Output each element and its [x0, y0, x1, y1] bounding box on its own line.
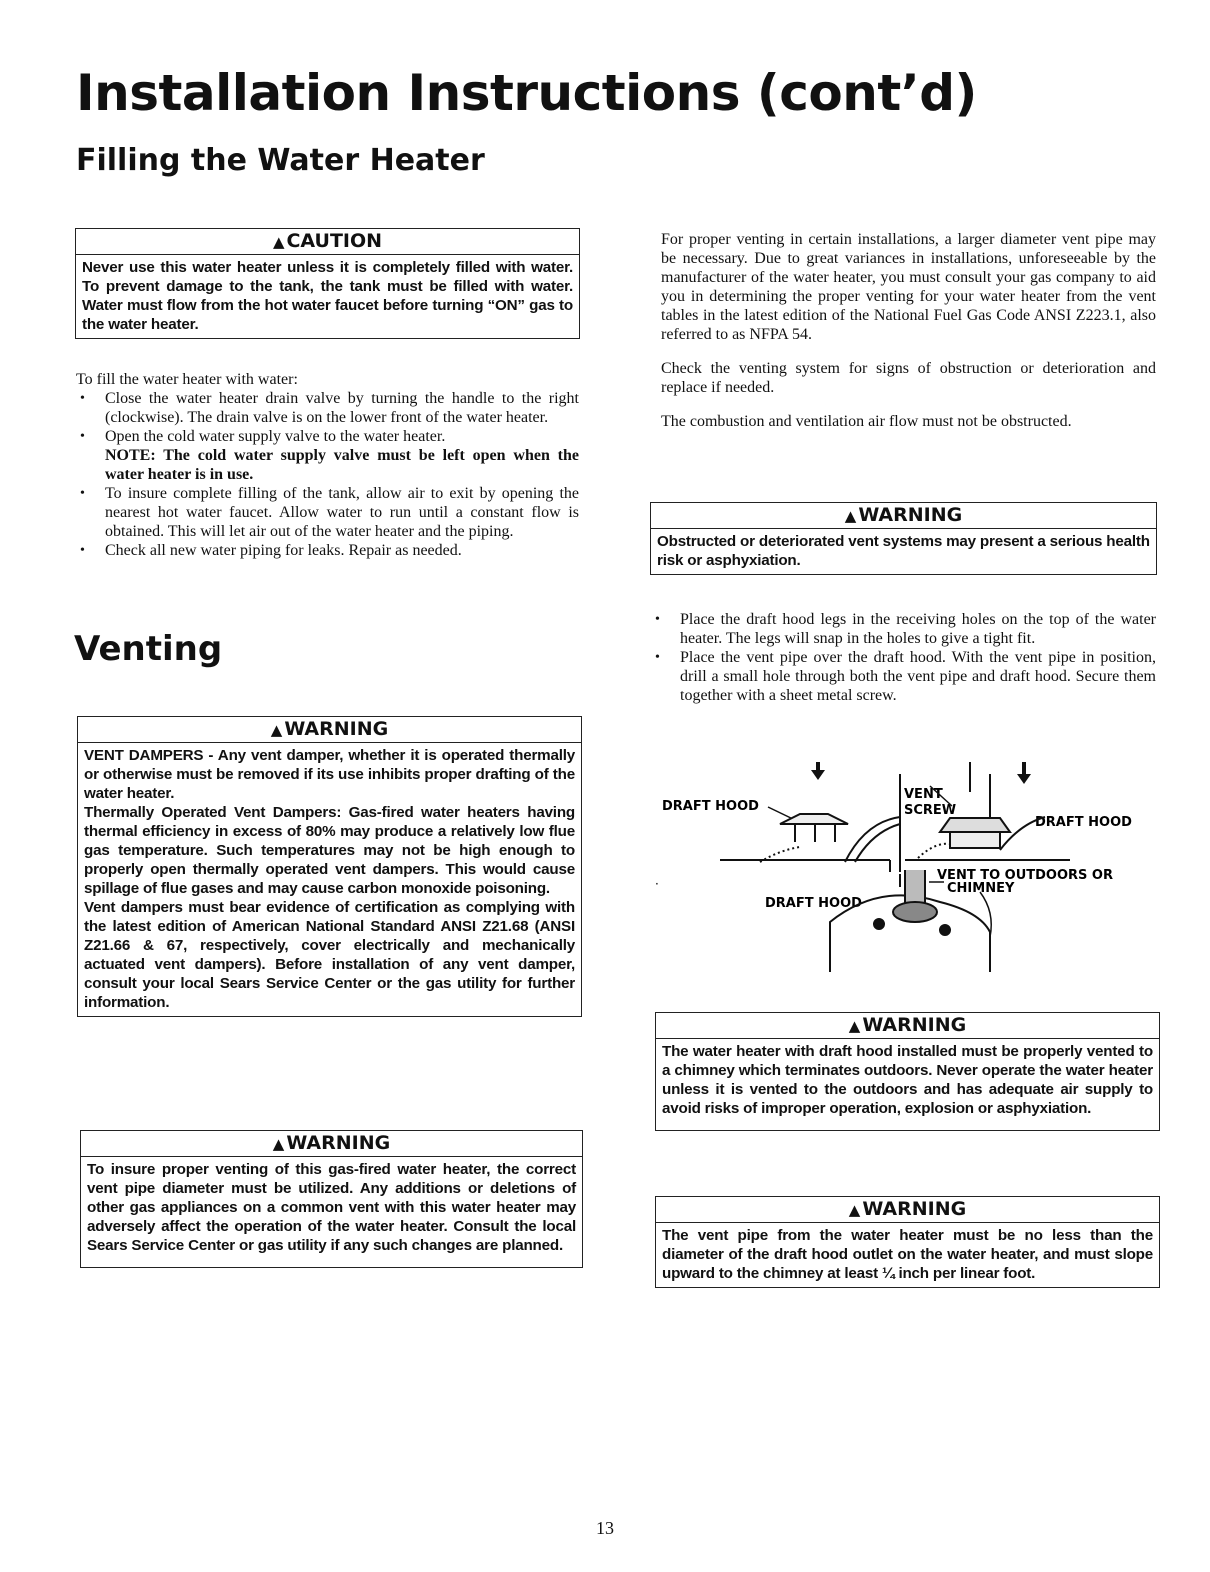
paragraph: Check the venting system for signs of obstruction or deterioration and replace if needed. [661, 360, 1156, 396]
caution-text: Never use this water heater unless it is completely filled with water. To prevent damage to the tank, the tank must be filled with water. Water must flow from the hot water faucet before turning “ON” gas to the water heater. [82, 259, 573, 333]
list-item: • Place the vent pipe over the draft hood. With the vent pipe in position, drill a small hole through both the vent pipe and draft hood. Secure them together with a sheet metal screw. [651, 648, 1156, 705]
warning-box-dampers [77, 716, 582, 1017]
list-item: • Close the water heater drain valve by turning the handle to the right (clockwise). The drain valve is on the lower front of the water heater. [76, 389, 579, 427]
label-draft-hood-right: DRAFT HOOD [1035, 815, 1132, 830]
caution-header [76, 229, 579, 255]
warning-triangle-icon: ▲ [272, 1135, 285, 1153]
draft-hood-instructions [651, 610, 1156, 705]
warning-triangle-icon: ▲ [848, 1017, 861, 1035]
label-chimney: CHIMNEY [947, 881, 1015, 896]
filling-instructions [76, 370, 579, 560]
warning-text: To insure proper venting of this gas-fired water heater, the correct vent pipe diameter must be utilized. Any additions or deletions of other gas appliances on a common vent with this water heater may adversely affect the operation of the water heater. Consult the local Sears Service Center or gas utility if any such changes are planned. [87, 1161, 576, 1254]
warning-box-diameter [80, 1130, 583, 1268]
draft-hood-diagram [650, 762, 1170, 982]
warning-header: ▲ WARNING [78, 717, 581, 743]
label-screw: SCREW [904, 803, 957, 818]
list-item: • Open the cold water supply valve to the water heater. NOTE: The cold water supply valve must be left open when the water heater is in use. [76, 427, 579, 484]
filling-note: NOTE: The cold water supply valve must be left open when the water heater is in use. [105, 447, 579, 483]
warning-header: ▲ WARNING [656, 1197, 1159, 1223]
warning-text: The vent pipe from the water heater must be no less than the diameter of the draft hood outlet on the water heater, and must slope upward to the chimney at least ¼ inch per linear foot. [662, 1227, 1153, 1282]
warning-box-slope [655, 1196, 1160, 1288]
warning-text: Obstructed or deteriorated vent systems may present a serious health risk or asphyxiation. [657, 533, 1150, 569]
warning-box-obstructed [650, 502, 1157, 575]
warning-header: ▲ WARNING [81, 1131, 582, 1157]
venting-paragraphs [661, 230, 1156, 431]
section-title-venting: Venting [74, 629, 223, 669]
paragraph: For proper venting in certain installations, a larger diameter vent pipe may be necessary. Due to great variances in installations, unforeseeable by the manufacturer of the water heater, you must consult your gas company to aid you in determining the proper venting for your water heater from the vent tables in the latest edition of the National Fuel Gas Code ANSI Z223.1, also referred to as NFPA 54. [661, 231, 1156, 343]
section-title-filling: Filling the Water Heater [76, 143, 485, 178]
warning-triangle-icon: ▲ [272, 233, 285, 251]
filling-intro: To fill the water heater with water: [76, 371, 298, 388]
svg-text:·: · [655, 877, 659, 891]
down-arrow-icon [1017, 762, 1031, 784]
warning-triangle-icon: ▲ [848, 1201, 861, 1219]
caution-box [75, 228, 580, 339]
paragraph: The combustion and ventilation air flow must not be obstructed. [661, 413, 1072, 430]
warning-triangle-icon: ▲ [270, 721, 283, 739]
label-draft-hood-bottom: DRAFT HOOD [765, 896, 862, 911]
list-item: • Place the draft hood legs in the receiving holes on the top of the water heater. The legs will snap in the holes to give a tight fit. [651, 610, 1156, 648]
list-item: • To insure complete filling of the tank, allow air to exit by opening the nearest hot water faucet. Allow water to run until a constant flow is obtained. This will let air out of the water heater and the piping. [76, 484, 579, 541]
draft-hood-list [651, 610, 1156, 705]
warning-text: The water heater with draft hood installed must be properly vented to a chimney which terminates outdoors. Never operate the water heater unless it is vented to the outdoors and has adequate air supply to avoid risks of improper operation, explosion or asphyxiation. [662, 1043, 1153, 1117]
label-vent: VENT [904, 787, 943, 802]
filling-list [76, 389, 579, 560]
caution-label: CAUTION [286, 230, 383, 252]
warning-triangle-icon: ▲ [844, 507, 857, 525]
warning-text: VENT DAMPERS - Any vent damper, whether it is operated thermally or otherwise must be removed if its use inhibits proper drafting of the water heater. Thermally Operated Vent Dampers: Gas-fired water heaters having thermal efficiency in excess of 80% may produce a relatively low flue gas temperature. Such temperatures may not be high enough to properly open thermally operated vent dampers. This would cause spillage of flue gases and may cause carbon monoxide poisoning. Vent dampers must bear evidence of certification as complying with the latest edition of American National Standard ANSI Z21.68 (ANSI Z21.66 & 67, respectively, cover electrically and mechanically actuated vent dampers). Before installation of any vent damper, consult your local Sears Service Center or the gas utility for further information. [84, 747, 575, 1011]
list-item: • Check all new water piping for leaks. Repair as needed. [76, 541, 579, 560]
page-title: Installation Instructions (cont’d) [76, 64, 977, 122]
warning-box-chimney [655, 1012, 1160, 1131]
warning-header: ▲ WARNING [651, 503, 1156, 529]
label-vent-to-outdoors: VENT TO OUTDOORS OR [937, 868, 1113, 883]
draft-hood-illustration [720, 814, 900, 872]
warning-header: ▲ WARNING [656, 1013, 1159, 1039]
label-draft-hood-left: DRAFT HOOD [662, 799, 759, 814]
page-number: 13 [596, 1518, 614, 1538]
down-arrow-icon [811, 762, 825, 780]
